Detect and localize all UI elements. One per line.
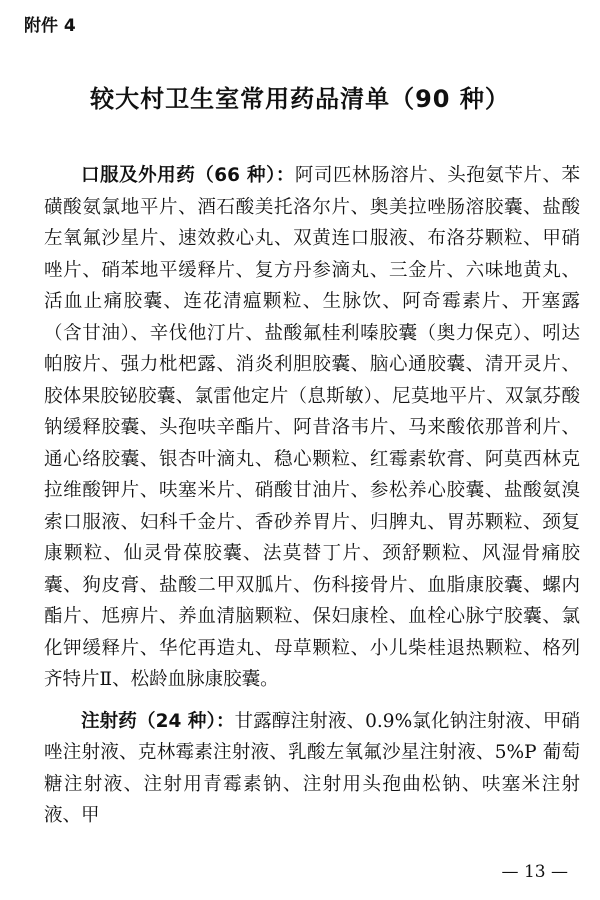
section-text-injection: 甘露醇注射液、0.9%氯化钠注射液、甲硝唑注射液、克林霉素注射液、乳酸左氧氟沙星注射液、5%P 葡萄糖注射液、注射用青霉素钠、注射用头孢曲松钠、呋塞米注射液、甲 (44, 710, 580, 826)
section-text-oral-external: 阿司匹林肠溶片、头孢氨苄片、苯磺酸氨氯地平片、酒石酸美托洛尔片、奥美拉唑肠溶胶囊、盐酸左氧氟沙星片、速效救心丸、双黄连口服液、布洛芬颗粒、甲硝唑片、硝苯地平缓释片、复方丹参滴丸、三金片、六味地黄丸、活血止痛胶囊、连花清瘟颗粒、生脉饮、阿奇霉素片、开塞露（含甘油）、辛伐他汀片、盐酸氟桂利嗪胶囊（奥力保克）、吲达帕胺片、强力枇杷露、消炎利胆胶囊、脑心通胶囊、清开灵片、胶体果胶铋胶囊、氯雷他定片（息斯敏）、尼莫地平片、双氯芬酸钠缓释胶囊、头孢呋辛酯片、阿昔洛韦片、马来酸依那普利片、通心络胶囊、银杏叶滴丸、稳心颗粒、红霉素软膏、阿莫西林克拉维酸钾片、呋塞米片、硝酸甘油片、参松养心胶囊、盐酸氨溴索口服液、妇科千金片、香砂养胃片、归脾丸、胃苏颗粒、颈复康颗粒、仙灵骨葆胶囊、法莫替丁片、颈舒颗粒、风湿骨痛胶囊、狗皮膏、盐酸二甲双胍片、伤科接骨片、血脂康胶囊、螺内酯片、尪痹片、养血清脑颗粒、保妇康栓、血栓心脉宁胶囊、氯化钾缓释片、华佗再造丸、母草颗粒、小儿柴桂退热颗粒、格列齐特片Ⅱ、松龄血脉康胶囊。 (44, 165, 580, 690)
section-heading-oral-external: 口服及外用药（66 种）： (81, 165, 295, 186)
page-number: — 13 — (501, 862, 568, 882)
section-heading-injection: 注射药（24 种）： (81, 710, 235, 732)
document-body (44, 160, 580, 832)
attachment-label: 附件 4 (24, 16, 76, 36)
document-title: 较大村卫生室常用药品清单（90 种） (90, 85, 510, 113)
injection-section (44, 706, 580, 832)
oral-external-section (44, 160, 580, 696)
